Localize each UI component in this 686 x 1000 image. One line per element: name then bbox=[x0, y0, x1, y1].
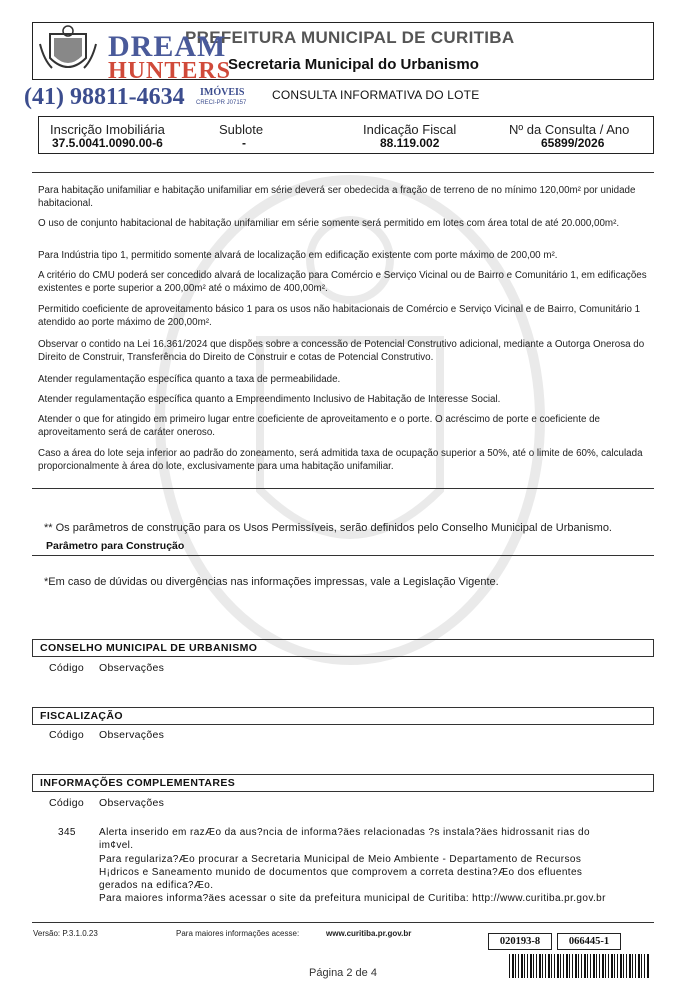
watermark-phone: (41) 98811-4634 bbox=[24, 84, 185, 110]
control-number-2: 066445-1 bbox=[557, 933, 621, 950]
paragraph: Permitido coeficiente de aproveitamento básico 1 para os usos não habitacionais de Comércio e Serviço Vicinal e de Bairro, Comunitário 1 atendido ao porte máximo de 200,00m². bbox=[38, 304, 641, 328]
paragraph: A critério do CMU poderá ser concedido alvará de localização para Comércio e Serviço Vicinal ou de Bairro e Comunitário 1, em edificações existentes e porte superior a 200,00m² até o máximo de 400,00m². bbox=[38, 270, 647, 294]
watermark-dream: DREAM bbox=[108, 30, 227, 63]
inscricao-value: 37.5.0041.0090.00-6 bbox=[52, 136, 163, 150]
fisc-section-title: FISCALIZAÇÃO bbox=[40, 710, 123, 722]
paragraph: Para Indústria tipo 1, permitido somente alvará de localização em edificação existente com porte máximo de 200,00 m². bbox=[38, 250, 558, 261]
header-subtitle: Secretaria Municipal do Urbanismo bbox=[228, 56, 479, 73]
fisc-code-header: Código bbox=[49, 729, 85, 741]
sublote-label: Sublote bbox=[219, 122, 264, 137]
info-code-header: Código bbox=[49, 797, 85, 809]
sublote-value: - bbox=[242, 136, 246, 150]
version: Versão: P.3.1.0.23 bbox=[33, 929, 98, 938]
complementar-line: Para maiores informa?äes acessar o site da prefeitura municipal de Curitiba: http://www.curitiba.pr.gov.br bbox=[99, 893, 606, 904]
complementar-line: im¢vel. bbox=[99, 840, 134, 851]
divider bbox=[32, 172, 654, 173]
inscricao-label: Inscrição Imobiliária bbox=[50, 122, 165, 137]
paragraph: Atender regulamentação específica quanto a taxa de permeabilidade. bbox=[38, 374, 341, 385]
paragraph: O uso de conjunto habitacional de habitação unifamiliar em série somente será permitido em lotes com área total de até 20.000,00m². bbox=[38, 218, 620, 229]
complementar-line: Para regulariza?Æo procurar a Secretaria Municipal de Meio Ambiente - Departamento de Recursos bbox=[99, 854, 582, 865]
more-info-label: Para maiores informações acesse: bbox=[176, 929, 300, 938]
document-type: CONSULTA INFORMATIVA DO LOTE bbox=[272, 88, 480, 102]
watermark-creci: CRECI-PR J07157 bbox=[196, 100, 247, 106]
fisc-section-header bbox=[32, 707, 654, 725]
fiscal-value: 88.119.002 bbox=[380, 136, 440, 150]
paragraph: Caso a área do lote seja inferior ao padrão do zoneamento, será admitida taxa de ocupação superior a 50%, até o limite de 60%, calculada proporcionalmente à área do lote, exclusivamente para uma habitação unifamiliar. bbox=[38, 448, 643, 472]
info-obs-header: Observações bbox=[99, 797, 165, 809]
consulta-label: Nº da Consulta / Ano bbox=[509, 122, 630, 137]
paragraph: Atender o que for atingido em primeiro lugar entre coeficiente de aproveitamento e o porte. O acréscimo de porte e coeficiente de aproveitamento será de caráter oneroso. bbox=[38, 414, 601, 438]
fisc-obs-header: Observações bbox=[99, 729, 165, 741]
watermark-crest-background bbox=[150, 160, 550, 720]
watermark-imoveis: IMÓVEIS bbox=[200, 87, 245, 98]
params-note: ** Os parâmetros de construção para os Usos Permissíveis, serão definidos pelo Conselho Municipal de Urbanismo. bbox=[44, 522, 612, 534]
complementar-code: 345 bbox=[58, 827, 76, 838]
complementar-line: H¡dricos e Saneamento munido de documentos que comprovem a correta destina?Æo dos efluentes bbox=[99, 867, 583, 878]
control-number-1: 020193-8 bbox=[488, 933, 552, 950]
params-title: Parâmetro para Construção bbox=[46, 540, 185, 552]
consulta-value: 65899/2026 bbox=[541, 136, 605, 150]
watermark-hunters: HUNTERS bbox=[108, 58, 232, 84]
complementar-line: gerados na edifica?Æo. bbox=[99, 880, 214, 891]
page-number: Página 2 de 4 bbox=[309, 967, 377, 979]
paragraph: Observar o contido na Lei 16.361/2024 que dispões sobre a concessão de Potencial Construtivo adicional, mediante a Outorga Onerosa do Direito de Construir, Transferência do Direito de Construir e cotas de Potencial Construtivo. bbox=[38, 339, 645, 363]
cmu-obs-header: Observações bbox=[99, 662, 165, 674]
complementar-line: Alerta inserido em razÆo da aus?ncia de informa?äes relacionadas ?s instala?äes hidrossanit rias do bbox=[99, 827, 590, 838]
fiscal-label: Indicação Fiscal bbox=[363, 122, 457, 137]
header-title: PREFEITURA MUNICIPAL DE CURITIBA bbox=[185, 28, 515, 47]
divider bbox=[32, 488, 654, 489]
city-crest-icon bbox=[36, 24, 100, 78]
cmu-code-header: Código bbox=[49, 662, 85, 674]
paragraph: Para habitação unifamiliar e habitação unifamiliar em série deverá ser obedecida a fração de terreno de no mínimo 120,00m² por unidade habitacional. bbox=[38, 185, 636, 209]
divider bbox=[32, 555, 654, 556]
info-section-title: INFORMAÇÕES COMPLEMENTARES bbox=[40, 777, 236, 789]
cmu-section-title: CONSELHO MUNICIPAL DE URBANISMO bbox=[40, 642, 258, 654]
paragraph: Atender regulamentação específica quanto a Empreendimento Inclusivo de Habitação de Interesse Social. bbox=[38, 394, 501, 405]
disclaimer: *Em caso de dúvidas ou divergências nas informações impressas, vale a Legislação Vigente. bbox=[44, 576, 499, 588]
site-link[interactable]: www.curitiba.pr.gov.br bbox=[326, 929, 412, 938]
footer-divider bbox=[32, 922, 654, 923]
